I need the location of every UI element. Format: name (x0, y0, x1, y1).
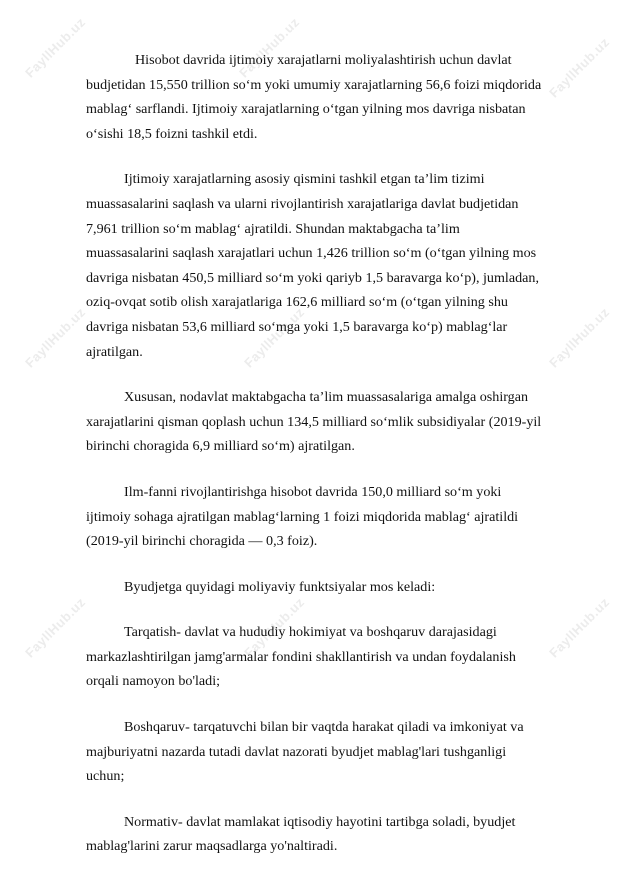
watermark: FayllHub.uz (22, 14, 89, 81)
paragraph: Ilm-fanni rivojlantirishga hisobot davrida 150,0 milliard so‘m yoki ijtimoiy sohaga ajratilgan mablag‘larning 1 foizi miqdorida mablag‘ ajratildi (2019-yil birinchi choragida — 0,3 foiz). (86, 483, 519, 550)
watermark: FayllHub.uz (546, 594, 613, 661)
paragraph: Ijtimoiy xarajatlarning asosiy qismini tashkil etgan ta’lim tizimi muassasalarini saqlash va ularni rivojlantirish xarajatlariga davlat budjetidan 7,961 trillion so‘m mablag‘ ajratildi. Shundan maktabgacha ta’lim muassasalarini saqlash xarajatlari uchun 1,426 trillion so‘m (o‘tgan yilning mos davriga nisbatan 450,5 milliard so‘m yoki qariyb 1,5 baravarga ko‘p), jumladan, oziq-ovqat sotib olish xarajatlariga 162,6 milliard so‘m (o‘tgan yilning shu davriga nisbatan 53,6 milliard so‘mga yoki 1,5 baravarga ko‘p) mablag‘lar ajratilgan. (86, 171, 539, 360)
paragraph: Byudjetga quyidagi moliyaviy funktsiyalar mos keladi: (124, 578, 436, 595)
paragraph: Boshqaruv- tarqatuvchi bilan bir vaqtda harakat qiladi va imkoniyat va majburiyatni nazarda tutadi davlat nazorati byudjet mablag'lari tushganligi uchun; (86, 719, 524, 785)
document-body (86, 48, 544, 880)
watermark: FayllHub.uz (546, 34, 613, 101)
watermark: FayllHub.uz (241, 594, 308, 661)
paragraph: Tarqatish- davlat va hududiy hokimiyat va boshqaruv darajasidagi markazlashtirilgan jamg'armalar fondini shakllantirish va undan foydalanish orqali namoyon bo'ladi; (86, 624, 516, 690)
paragraph: Hisobot davrida ijtimoiy xarajatlarni moliyalashtirish uchun davlat budjetidan 15,550 trillion so‘m yoki umumiy xarajatlarning 56,6 foizi miqdorida mablag‘ sarflandi. Ijtimoiy xarajatlarning o‘tgan yilning mos davriga nisbatan o‘sishi 18,5 foizni tashkil etdi. (86, 52, 542, 142)
paragraph: Xususan, nodavlat maktabgacha ta’lim muassasalariga amalga oshirgan xarajatlarini qisman qoplash uchun 134,5 milliard so‘mlik subsidiyalar (2019-yil birinchi choragida 6,9 milliard so‘m) ajratilgan. (86, 389, 542, 455)
watermark: FayllHub.uz (236, 14, 303, 81)
watermark: FayllHub.uz (22, 594, 89, 661)
watermark: FayllHub.uz (241, 304, 308, 371)
watermark: FayllHub.uz (22, 304, 89, 371)
watermark: FayllHub.uz (546, 304, 613, 371)
paragraph: Normativ- davlat mamlakat iqtisodiy hayotini tartibga soladi, byudjet mablag'larini zarur maqsadlarga yo'naltiradi. (86, 813, 516, 855)
